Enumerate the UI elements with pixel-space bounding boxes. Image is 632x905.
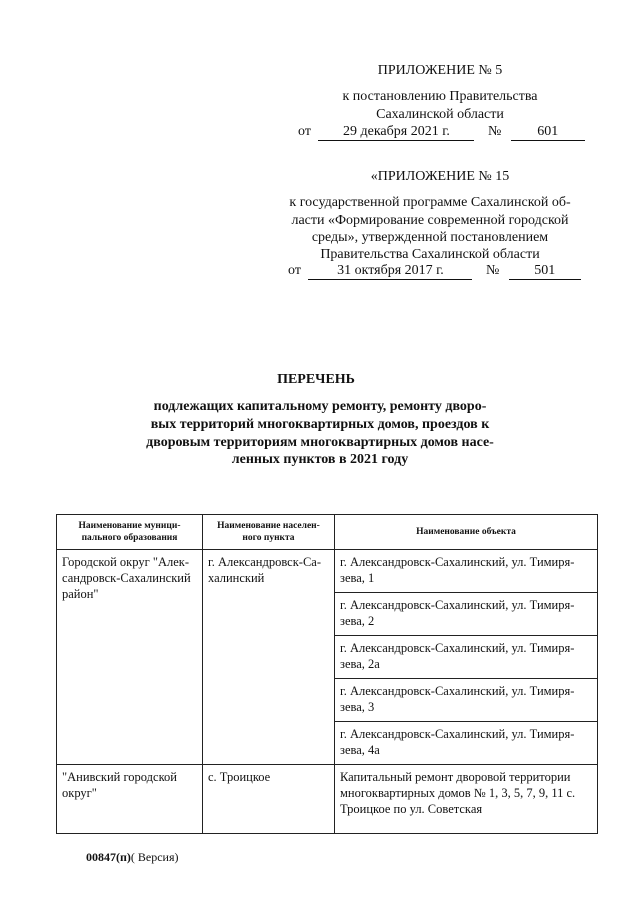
inner-number-label: № — [485, 263, 500, 278]
header-municipality: Наименование муници- пального образования — [57, 515, 203, 550]
municipality-cell: "Анивский городской округ" — [57, 765, 203, 834]
appendix-line-1: к постановлению Правительства — [342, 89, 538, 104]
document-code: 00847(п) — [86, 850, 131, 864]
object-cell: г. Александровск-Сахалинский, ул. Тимиря-зева, 3 — [335, 679, 598, 722]
inner-appendix-date: 31 октября 2017 г. — [308, 263, 472, 280]
document-title: ПЕРЕЧЕНЬ — [277, 372, 355, 387]
table-row — [57, 765, 598, 834]
appendix-number: 601 — [511, 124, 585, 141]
header-object: Наименование объекта — [335, 515, 598, 550]
number-label: № — [487, 124, 502, 139]
inner-appendix-title: «ПРИЛОЖЕНИЕ № 15 — [370, 169, 510, 184]
inner-appendix-number: 501 — [509, 263, 581, 280]
municipality-cell: Городской округ "Алек-сандровск-Сахалинский район" — [57, 550, 203, 765]
heading-line-1: подлежащих капитальному ремонту, ремонту дворо- — [153, 399, 487, 414]
inner-from-label: от — [288, 263, 301, 278]
appendix-title: ПРИЛОЖЕНИЕ № 5 — [377, 63, 503, 78]
object-cell: г. Александровск-Сахалинский, ул. Тимиря-зева, 4а — [335, 722, 598, 765]
inner-appendix-date-row — [288, 262, 581, 280]
appendix-date: 29 декабря 2021 г. — [318, 124, 474, 141]
settlement-cell: г. Александровск-Са-халинский — [203, 550, 335, 765]
appendix-line-2: Сахалинской области — [376, 107, 504, 122]
header-settlement: Наименование населен- ного пункта — [203, 515, 335, 550]
inner-appendix-line-1: к государственной программе Сахалинской об- — [289, 195, 571, 210]
objects-table — [56, 514, 598, 834]
inner-appendix-line-3: среды», утвержденной постановлением — [311, 230, 549, 245]
table-row — [57, 550, 598, 593]
inner-appendix-line-4: Правительства Сахалинской области — [320, 247, 540, 262]
object-cell: Капитальный ремонт дворовой территории многоквартирных домов № 1, 3, 5, 7, 9, 11 с. Троицкое по ул. Советская — [335, 765, 598, 834]
heading-line-2: вых территорий многоквартирных домов, проездов к — [150, 417, 490, 432]
document-footer — [86, 850, 179, 865]
object-cell: г. Александровск-Сахалинский, ул. Тимиря-зева, 2 — [335, 593, 598, 636]
heading-line-4: ленных пунктов в 2021 году — [231, 452, 409, 467]
object-cell: г. Александровск-Сахалинский, ул. Тимиря-зева, 1 — [335, 550, 598, 593]
appendix-date-row — [298, 123, 585, 141]
heading-line-3: дворовым территориям многоквартирных домов насе- — [146, 435, 494, 450]
document-version: ( Версия) — [130, 850, 179, 864]
inner-appendix-line-2: ласти «Формирование современной городской — [291, 213, 569, 228]
from-label: от — [298, 124, 311, 139]
table-header-row — [57, 515, 598, 550]
object-cell: г. Александровск-Сахалинский, ул. Тимиря-зева, 2а — [335, 636, 598, 679]
settlement-cell: с. Троицкое — [203, 765, 335, 834]
